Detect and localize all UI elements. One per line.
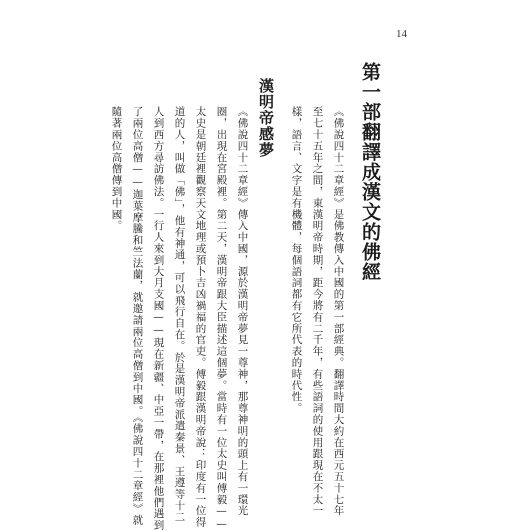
chapter-paragraph-line: 樣，語言、文字是有機體，每個語詞都有它所代表的時代性。 bbox=[290, 106, 303, 414]
section-paragraph-line: 太史是朝廷裡觀察天文地理或預卜吉凶禍福的官吏。傅毅跟漢明帝說：印度有一位得 bbox=[194, 106, 207, 528]
section-paragraph-line: 人到西方尋訪佛法。一行人來到大月支國——現在新疆、中亞一帶，在那裡他們遇到 bbox=[152, 106, 165, 531]
section-paragraph-line: 道的人，叫做「佛」，他有神通，可以飛行自在。於是漢明帝派遣秦景、王遵等十二 bbox=[173, 106, 186, 523]
chapter-title: 第一部翻譯成漢文的佛經 bbox=[359, 62, 381, 282]
page-number: 14 bbox=[396, 28, 407, 40]
section-paragraph-line: 隨著兩位高僧傳到中國。 bbox=[110, 106, 123, 232]
chapter-paragraph-line: 至七十五年之間，東漢明帝時期，距今將有二千年，有些語詞的使用跟現在不太一 bbox=[311, 106, 324, 517]
section-title: 漢明帝感夢 bbox=[257, 78, 275, 158]
section-paragraph-line: 圈，出現在宮殿裡。第二天，漢明帝跟大臣描述這個夢。當時有一位太史叫傅毅—— bbox=[215, 106, 228, 531]
section-paragraph-line: 《佛說四十二章經》傳入中國，源於漢明帝夢見一尊神，那尊神明的頭上有一環光 bbox=[236, 106, 249, 517]
chapter-paragraph-line: 《佛說四十二章經》是佛教傳入中國的第一部經典。翻譯時間大約在西元五十七年 bbox=[332, 106, 345, 517]
section-paragraph-line: 了兩位高僧——迦葉摩騰和竺法蘭，就邀請兩位高僧到中國。《佛說四十二章經》就 bbox=[131, 106, 144, 526]
